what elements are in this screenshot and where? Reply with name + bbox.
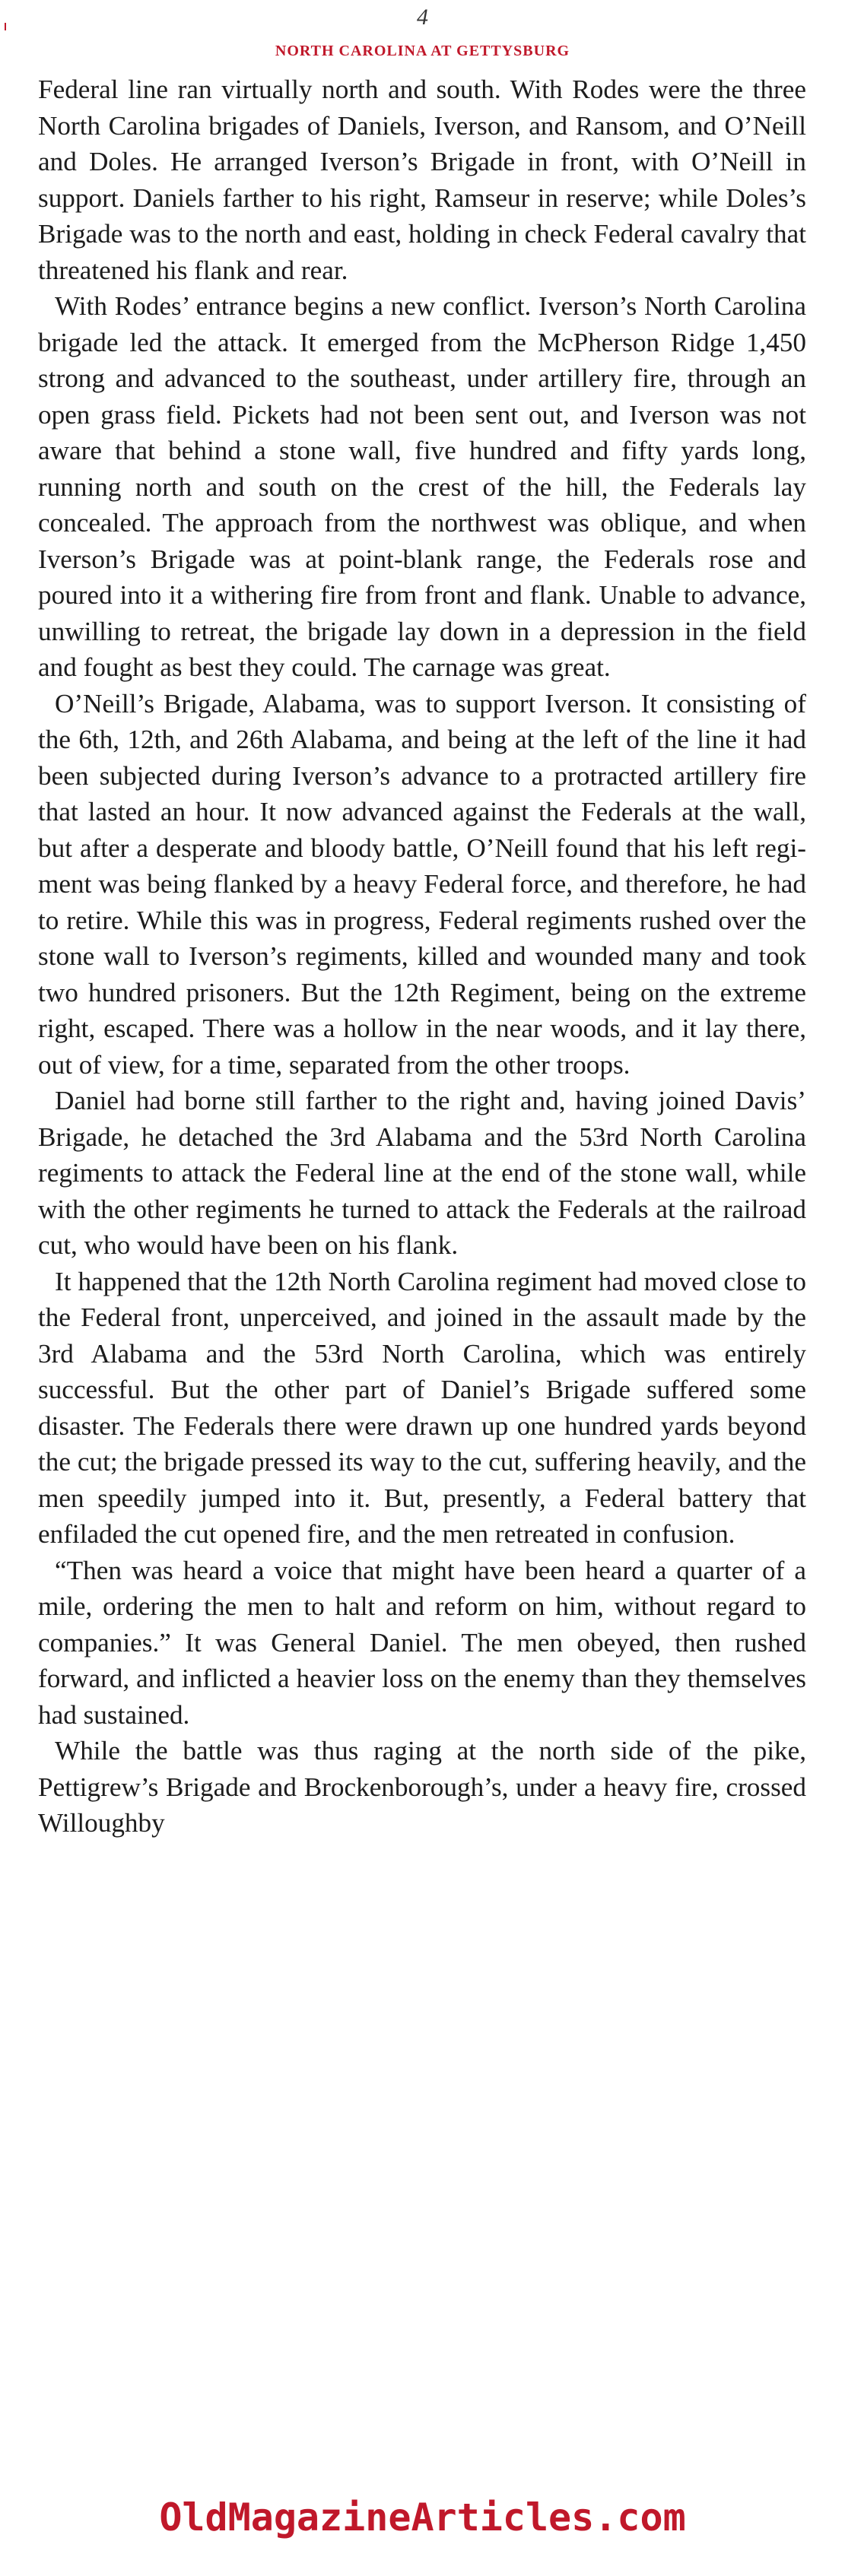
- paragraph-3: O’Neill’s Brigade, Alabama, was to support Iverson. It consisting of the 6th, 12th, and 26th Alabama, and being at the left of the line it had been subjected during Iverson’s advance to a protracted artillery fire that lasted an hour. It now advanced against the Federals at the wall, but after a desperate and bloody battle, O’Neill found that his left regiment was being flanked by a heavy Federal force, and therefore, he had to retire. While this was in progress, Federal regiments rushed over the stone wall to Iverson’s regiments, killed and wounded many and took two hundred prisoners. But the 12th Regiment, being on the extreme right, escaped. There was a hollow in the near woods, and it lay there, out of view, for a time, separated from the other troops.: [38, 688, 806, 1080]
- running-head: NORTH CAROLINA AT GETTYSBURG: [275, 43, 570, 59]
- page-number: 4: [417, 5, 428, 30]
- paragraph-1: Federal line ran virtually north and south. With Rodes were the three North Carolina brigades of Daniels, Iverson, and Ransom, and O’Neill and Doles. He arranged Iverson’s Brigade in front, with O’Neill in support. Daniels farther to his right, Ramseur in reserve; while Doles’s Brigade was to the north and east, holding in check Federal cavalry that threatened his flank and rear.: [38, 75, 806, 285]
- site-watermark: OldMagazineArticles.com: [159, 2495, 686, 2540]
- paragraph-6: “Then was heard a voice that might have been heard a quarter of a mile, ordering the men to halt and reform on him, without regard to companies.” It was General Daniel. The men obeyed, then rushed forward, and inflicted a heavier loss on the enemy than they themselves had sustained.: [38, 1555, 806, 1730]
- paragraph-2: With Rodes’ entrance begins a new conflict. Iverson’s North Carolina brigade led the attack. It emerged from the McPherson Ridge 1,450 strong and advanced to the southeast, under artillery fire, through an open grass field. Pickets had not been sent out, and Iverson was not aware that behind a stone wall, five hundred and fifty yards long, running north and south on the crest of the hill, the Federals lay concealed. The approach from the northwest was oblique, and when Iverson’s Brigade was at point-blank range, the Federals rose and poured into it a withering fire from front and flank. Unable to advance, unwilling to retreat, the brigade lay down in a depression in the field and fought as best they could. The carnage was great.: [38, 291, 806, 682]
- paragraph-5: It happened that the 12th North Carolina regiment had moved close to the Federal front, unperceived, and joined in the assault made by the 3rd Alabama and the 53rd North Carolina, which was entirely successful. But the other part of Daniel’s Brigade suffered some disaster. The Federals there were drawn up one hundred yards beyond the cut; the brigade pressed its way to the cut, suffering heavily, and the men speedily jumped into it. But, presently, a Federal battery that enfiladed the cut opened fire, and the men retreated in confusion.: [38, 1266, 806, 1549]
- paragraph-7: While the battle was thus raging at the north side of the pike, Pettigrew’s Brigade and Brockenborough’s, under a heavy fire, crossed Willoughby: [38, 1736, 806, 1838]
- article-body: [38, 71, 806, 1842]
- paragraph-4: Daniel had borne still farther to the right and, having joined Davis’ Brigade, he detached the 3rd Alabama and the 53rd North Carolina regiments to attack the Federal line at the end of the stone wall, while with the other regiments he turned to attack the Federals at the railroad cut, who would have been on his flank.: [38, 1086, 806, 1260]
